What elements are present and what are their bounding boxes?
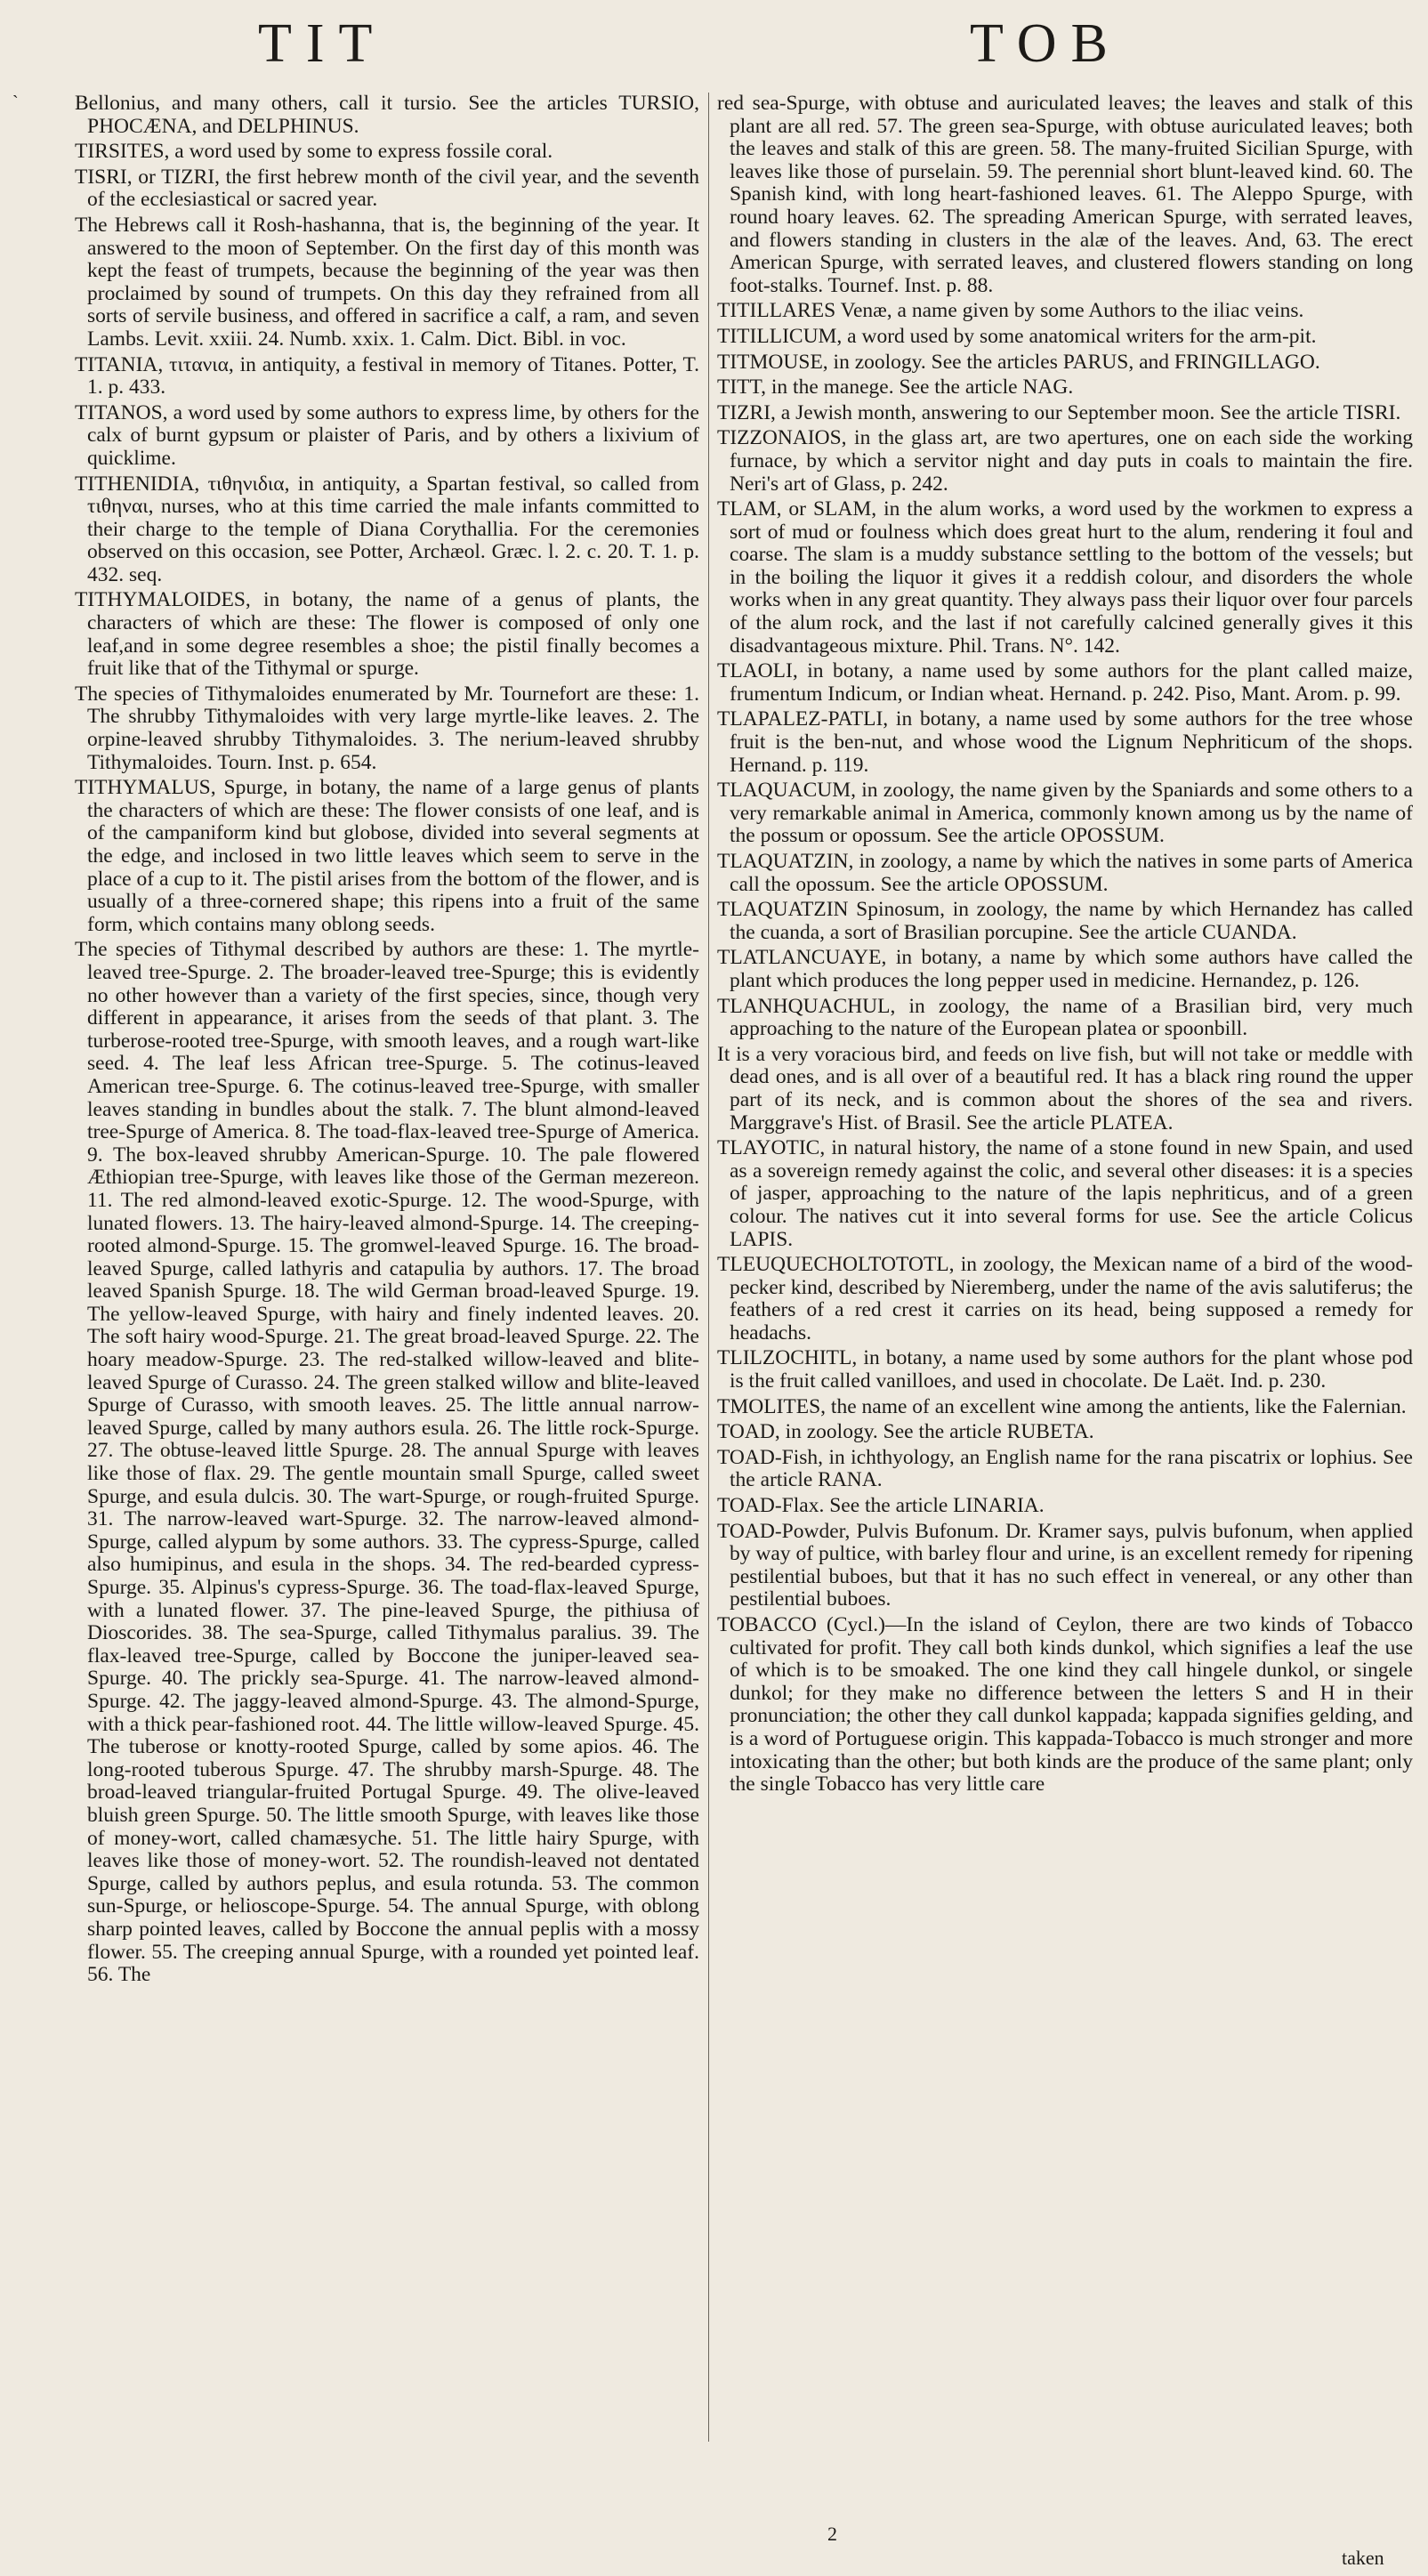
entry-paragraph: TITT, in the manege. See the article NAG. xyxy=(717,375,1074,400)
entry-paragraph: TITHYMALOIDES, in botany, the name of a genus of plants, the characters of which are these: The flower is composed of only one leaf,and in some degree resembles a shoe; the pistil finally becomes a fruit like that of the Tithymal or spurge. xyxy=(75,588,699,681)
entry-paragraph: TITANOS, a word used by some authors to express lime, by others for the calx of burnt gypsum or plaister of Paris, and by others a lixivium of quicklime. xyxy=(75,400,699,470)
column-divider xyxy=(708,93,709,2442)
entry-paragraph: TITMOUSE, in zoology. See the articles PARUS, and FRINGILLAGO. xyxy=(717,350,1320,374)
entry-paragraph: TIZZONAIOS, in the glass art, are two apertures, one on each side the working furnace, by which a servitor night and day puts in coals to maintain the fire. Neri's art of Glass, p. 242. xyxy=(717,426,1413,496)
entry-paragraph: TIRSITES, a word used by some to express fossile coral. xyxy=(75,140,553,164)
catchword: taken xyxy=(1342,2547,1384,2569)
entry-paragraph: TMOLITES, the name of an excellent wine among the antients, like the Falernian. xyxy=(717,1394,1407,1418)
entry-paragraph: TOAD-Flax. See the article LINARIA. xyxy=(717,1494,1045,1518)
header-left-word: TIT xyxy=(258,13,387,74)
entry-paragraph: TLAQUATZIN Spinosum, in zoology, the name by which Hernandez has called the cuanda, a sort of Brasilian porcupine. See the article CUANDA. xyxy=(717,898,1413,944)
entry-paragraph: TLATLANCUAYE, in botany, a name by which some authors have called the plant which produces the long pepper used in medicine. Hernandez, p. 126. xyxy=(717,946,1413,992)
entry-paragraph: TITILLARES Venæ, a name given by some Authors to the iliac veins. xyxy=(717,299,1304,323)
entry-paragraph: TLANHQUACHUL, in zoology, the name of a Brasilian bird, very much approaching to the nature of the European platea or spoonbill. xyxy=(717,994,1413,1041)
entry-paragraph: TLAQUACUM, in zoology, the name given by the Spaniards and some others to a very remarkable animal in America, commonly known among us by the name of the possum or opossum. See the article OPOSSUM. xyxy=(717,779,1413,848)
entry-paragraph: The species of Tithymal described by authors are these: 1. The myrtle-leaved tree-Spurge. 2. The broader-leaved tree-Spurge; this is evidently no other however than a variety of the first species, since, though very different in appearance, it arises from the seeds of that plant. 3. The turberose-rooted tree-Spurge, with smooth leaves, and a rough wart-like seed. 4. The leaf less African tree-Spurge. 5. The cotinus-leaved American tree-Spurge. 6. The cotinus-leaved tree-Spurge, with smaller leaves standing in bundles about the stalk. 7. The blunt almond-leaved tree-Spurge of America. 8. The toad-flax-leaved tree-Spurge of America. 9. The box-leaved shrubby American-Spurge. 10. The pale flowered Æthiopian tree-Spurge, with leaves like those of the German mezereon. 11. The red almond-leaved exotic-Spurge. 12. The wood-Spurge, with lunated flowers. 13. The hairy-leaved almond-Spurge. 14. The creeping-rooted almond-Spurge. 15. The gromwel-leaved Spurge. 16. The broad-leaved Spurge, called lathyris and catapulia by authors. 17. The broad leaved Spanish Spurge. 18. The wild German broad-leaved Spurge. 19. The yellow-leaved Spurge, with hairy and finely indented leaves. 20. The soft hairy wood-Spurge. 21. The great broad-leaved Spurge. 22. The hoary meadow-Spurge. 23. The red-stalked willow-leaved and blite-leaved Spurge of Curasso. 24. The green stalked willow and blite-leaved Spurge of Curasso, with smooth leaves. 25. The little annual narrow-leaved Spurge, called by many authors esula. 26. The little rock-Spurge. 27. The obtuse-leaved little Spurge. 28. The annual Spurge with leaves like those of flax. 29. The gentle mountain small Spurge, called sweet Spurge, and esula dulcis. 30. The wart-Spurge, or rough-fruited Spurge. 31. The narrow-leaved wart-Spurge. 32. The narrow-leaved almond-Spurge, called alypum by some authors. 33. The cypress-Spurge, called also humipinus, and esula in the shops. 34. The red-bearded cypress-Spurge. 35. Alpinus's cypress-Spurge. 36. The toad-flax-leaved Spurge, with a lunated flower. 37. The pine-leaved Spurge, the pithiusa of Dioscorides. 38. The sea-Spurge, called Tithymalus paralius. 39. The flax-leaved tree-Spurge, called by Boccone the juniper-leaved sea-Spurge. 40. The prickly sea-Spurge. 41. The narrow-leaved almond-Spurge. 42. The jaggy-leaved almond-Spurge. 43. The almond-Spurge, with a thick pear-fashioned root. 44. The little willow-leaved Spurge. 45. The tuberose or knotty-rooted Spurge, called by some apios. 46. The long-rooted tuberous Spurge. 47. The shrubby marsh-Spurge. 48. The broad-leaved triangular-fruited Portugal Spurge. 49. The olive-leaved bluish green Spurge. 50. The little smooth Spurge, with leaves like those of money-wort, called chamæsyche. 51. The little hairy Spurge, with leaves like those of money-wort. 52. The roundish-leaved not dentated Spurge, called by authors peplus, and esula rotunda. 53. The common sun-Spurge, or helioscope-Spurge. 54. The annual Spurge, with oblong sharp pointed leaves, called by Boccone the annual peplis with a mossy flower. 55. The creeping annual Spurge, with a rounded yet pointed leaf. 56. The xyxy=(75,938,699,1987)
entry-paragraph: Bellonius, and many others, call it tursio. See the articles TURSIO, PHOCÆNA, and DELPHINUS. xyxy=(75,92,699,138)
margin-mark: ` xyxy=(12,93,19,112)
entry-paragraph: TITHENIDIA, τιθηνιδια, in antiquity, a Spartan festival, so called from τιθηναι, nurses, who at this time carried the male infants committed to their charge to the temple of Diana Corythallia. For the ceremonies observed on this occasion, see Potter, Archæol. Græc. l. 2. c. 20. T. 1. p. 432. seq. xyxy=(75,472,699,586)
entry-paragraph: TOAD, in zoology. See the article RUBETA. xyxy=(717,1420,1094,1444)
entry-paragraph: TLAPALEZ-PATLI, in botany, a name used by some authors for the tree whose fruit is the ben-nut, and whose wood the Lignum Nephriticum of the shops. Hernand. p. 119. xyxy=(717,707,1413,777)
entry-paragraph: TITHYMALUS, Spurge, in botany, the name of a large genus of plants the characters of which are these: The flower consists of one leaf, and is of the campaniform kind but globose, divided into several segments at the edge, and inclosed in two little leaves which seem to serve in the place of a cup to it. The pistil arises from the bottom of the flower, and is usually of a three-cornered shape; this ripens into a fruit of the same form, which contains many oblong seeds. xyxy=(75,776,699,936)
entry-paragraph: TITILLICUM, a word used by some anatomical writers for the arm-pit. xyxy=(717,324,1317,348)
entry-paragraph: It is a very voracious bird, and feeds on live fish, but will not take or meddle with dead ones, and is all over of a beautiful red. It has a black ring round the upper part of its neck, and is common about the shores of the sea and rivers. Marggrave's Hist. of Brasil. See the article PLATEA. xyxy=(717,1042,1413,1135)
entry-paragraph: TLAYOTIC, in natural history, the name of a stone found in new Spain, and used as a sovereign remedy against the colic, and several other diseases: it is a species of jasper, approaching to the nature of the lapis nephriticus, and of a green colour. The natives cut it into several forms for use. See the article Colicus LAPIS. xyxy=(717,1136,1413,1251)
entry-paragraph: The Hebrews call it Rosh-hashanna, that is, the beginning of the year. It answered to the moon of September. On the first day of this month was kept the feast of trumpets, because the beginning of the year was then proclaimed by sound of trumpets. On this day they refrained from all sorts of servile business, and offered in sacrifice a calf, a ram, and seven Lambs. Levit. xxiii. 24. Numb. xxix. 1. Calm. Dict. Bibl. in voc. xyxy=(75,213,699,351)
entry-paragraph: TOAD-Powder, Pulvis Bufonum. Dr. Kramer says, pulvis bufonum, when applied by way of pultice, with barley flour and urine, is an excellent remedy for ripening pestilential buboes, but that it has no such effect in venereal, or any other than pestilential buboes. xyxy=(717,1519,1413,1611)
header-right-word: TOB xyxy=(970,13,1122,74)
entry-paragraph: red sea-Spurge, with obtuse and auriculated leaves; the leaves and stalk of this plant are all red. 57. The green sea-Spurge, with obtuse auriculated leaves; both the leaves and stalk of this are green. 58. The many-fruited Sicilian Spurge, with leaves like those of purselain. 59. The perennial short blunt-leaved kind. 60. The Spanish kind, with long heart-fashioned leaves. 61. The Aleppo Spurge, with round hoary leaves. 62. The spreading American Spurge, with serrated leaves, and flowers standing in clusters in the alæ of the leaves. And, 63. The erect American Spurge, with serrated leaves, and clustered flowers standing on long foot-stalks. Tournef. Inst. p. 88. xyxy=(717,92,1413,297)
entry-paragraph: TLAOLI, in botany, a name used by some authors for the plant called maize, frumentum Indicum, or Indian wheat. Hernand. p. 242. Piso, Mant. Arom. p. 99. xyxy=(717,659,1413,706)
entry-paragraph: TLEUQUECHOLTOTOTL, in zoology, the Mexican name of a bird of the wood-pecker kind, described by Nieremberg, under the name of the avis salutiferus; the feathers of a red crest it carries on its head, being supposed a remedy for headachs. xyxy=(717,1253,1413,1345)
entry-paragraph: TISRI, or TIZRI, the first hebrew month of the civil year, and the seventh of the ecclesiastical or sacred year. xyxy=(75,165,699,212)
entry-paragraph: TLAQUATZIN, in zoology, a name by which the natives in some parts of America call the opossum. See the article OPOSSUM. xyxy=(717,850,1413,896)
entry-paragraph: TLAM, or SLAM, in the alum works, a word used by the workmen to express a sort of mud or foulness which does great hurt to the alum, rendering it foul and coarse. The slam is a muddy substance settling to the bottom of the vessels; but in the boiling the liquor it gives it a reddish colour, and disorders the whole works when in any great quantity. They always pass their liquor over four parcels of the alum rock, and the last if not carefully calcined generally gives it this disadvantageous mixture. Phil. Trans. N°. 142. xyxy=(717,497,1413,658)
right-column xyxy=(717,93,1413,1799)
entry-paragraph: TOBACCO (Cycl.)—In the island of Ceylon, there are two kinds of Tobacco cultivated for profit. They call both kinds dunkol, which signifies a leaf the use of which is to be smoaked. The one kind they call hingele dunkol, or singele dunkol; for they make no difference between the letters S and H in their pronunciation; the other they call dunkol kappada; kappada signifies gelding, and is a word of Portuguese origin. This kappada-Tobacco is much stronger and more intoxicating than the other; but both kinds are the produce of the same plant; only the single Tobacco has very little care xyxy=(717,1613,1413,1797)
entry-paragraph: The species of Tithymaloides enumerated by Mr. Tournefort are these: 1. The shrubby Tithymaloides with very large myrtle-like leaves. 2. The orpine-leaved shrubby Tithymaloides. 3. The nerium-leaved shrubby Tithymaloides. Tourn. Inst. p. 654. xyxy=(75,682,699,774)
entry-paragraph: TOAD-Fish, in ichthyology, an English name for the rana piscatrix or lophius. See the article RANA. xyxy=(717,1445,1413,1492)
entry-paragraph: TIZRI, a Jewish month, answering to our September moon. See the article TISRI. xyxy=(717,400,1401,424)
entry-paragraph: TLILZOCHITL, in botany, a name used by some authors for the plant whose pod is the fruit called vanilloes, and used in chocolate. De Laët. Ind. p. 230. xyxy=(717,1346,1413,1393)
left-column xyxy=(75,93,699,1990)
page-number: 2 xyxy=(827,2523,837,2545)
entry-paragraph: TITANIA, τιτανια, in antiquity, a festival in memory of Titanes. Potter, T. 1. p. 433. xyxy=(75,352,699,400)
running-header xyxy=(0,12,1428,84)
